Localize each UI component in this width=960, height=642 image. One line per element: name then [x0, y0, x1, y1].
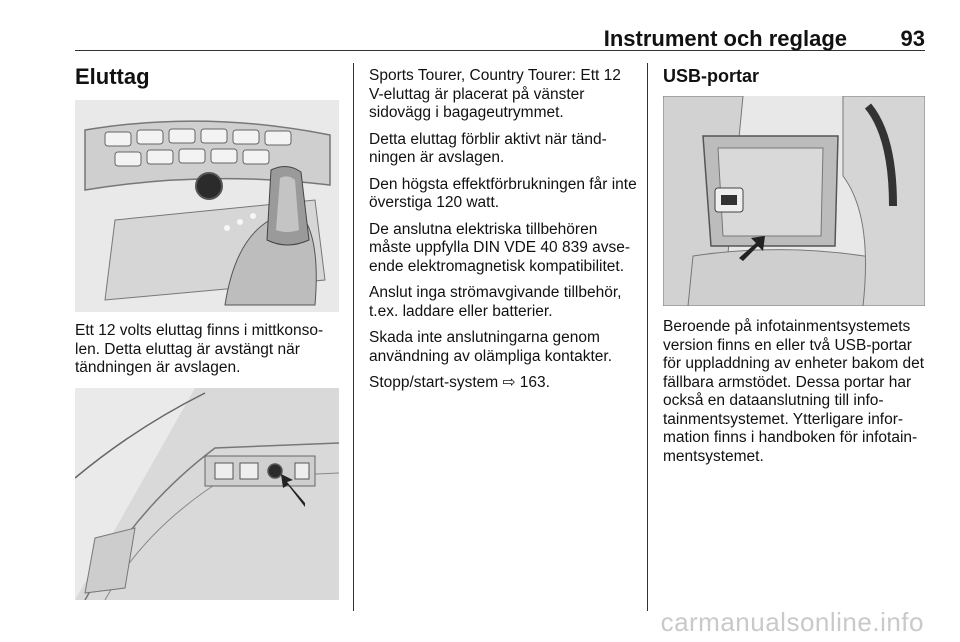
column-2-text: [369, 67, 637, 393]
section-title: Instrument och reglage: [603, 26, 847, 51]
cargo-socket-illustration: [75, 388, 339, 600]
page-header: [75, 26, 925, 51]
link-stop-start-system[interactable]: Stopp/start-system ⇨ 163.: [369, 374, 550, 391]
usb-port-illustration: [663, 96, 925, 306]
column-divider-2: [647, 63, 648, 611]
heading-eluttag: Eluttag: [75, 64, 150, 89]
watermark: carmanualsonline.info: [660, 607, 924, 637]
heading-usb-portar: USB-portar: [663, 66, 760, 86]
paragraph-usb-ports: Beroende på infotainmentsystemets version finns en eller två USB-portar för uppladdning av enheter bakom det fällbara armstödet. Dessa portar har också en dataanslutning till info-tainmentsystemet. Ytterligare infor-mation finns i handboken för infotain-mentsystemet.: [663, 318, 925, 465]
page-number: 93: [900, 26, 925, 51]
paragraph-active-ignition-off: Detta eluttag förblir aktivt när tänd-ningen är avslagen.: [369, 130, 607, 166]
paragraph-cargo-socket: Sports Tourer, Country Tourer: Ett 12 V-eluttag är placerat på vänster sidovägg i bagageutrymmet.: [369, 67, 621, 121]
column-divider-1: [353, 63, 354, 611]
paragraph-no-charging-accessories: Anslut inga strömavgivande tillbehör, t.ex. laddare eller batterier.: [369, 284, 622, 320]
console-socket-illustration: [75, 100, 339, 312]
paragraph-din-vde: De anslutna elektriska tillbehören måste uppfylla DIN VDE 40 839 avse-ende elektromagnetisk kompatibilitet.: [369, 220, 631, 275]
paragraph-no-damage: Skada inte anslutningarna genom användning av olämpliga kontakter.: [369, 329, 612, 365]
paragraph-max-power: Den högsta effektförbrukningen får inte överstiga 120 watt.: [369, 175, 637, 211]
paragraph-console-socket: Ett 12 volts eluttag finns i mittkonso-len. Detta eluttag är avstängt när tändningen är avslagen.: [75, 322, 324, 376]
